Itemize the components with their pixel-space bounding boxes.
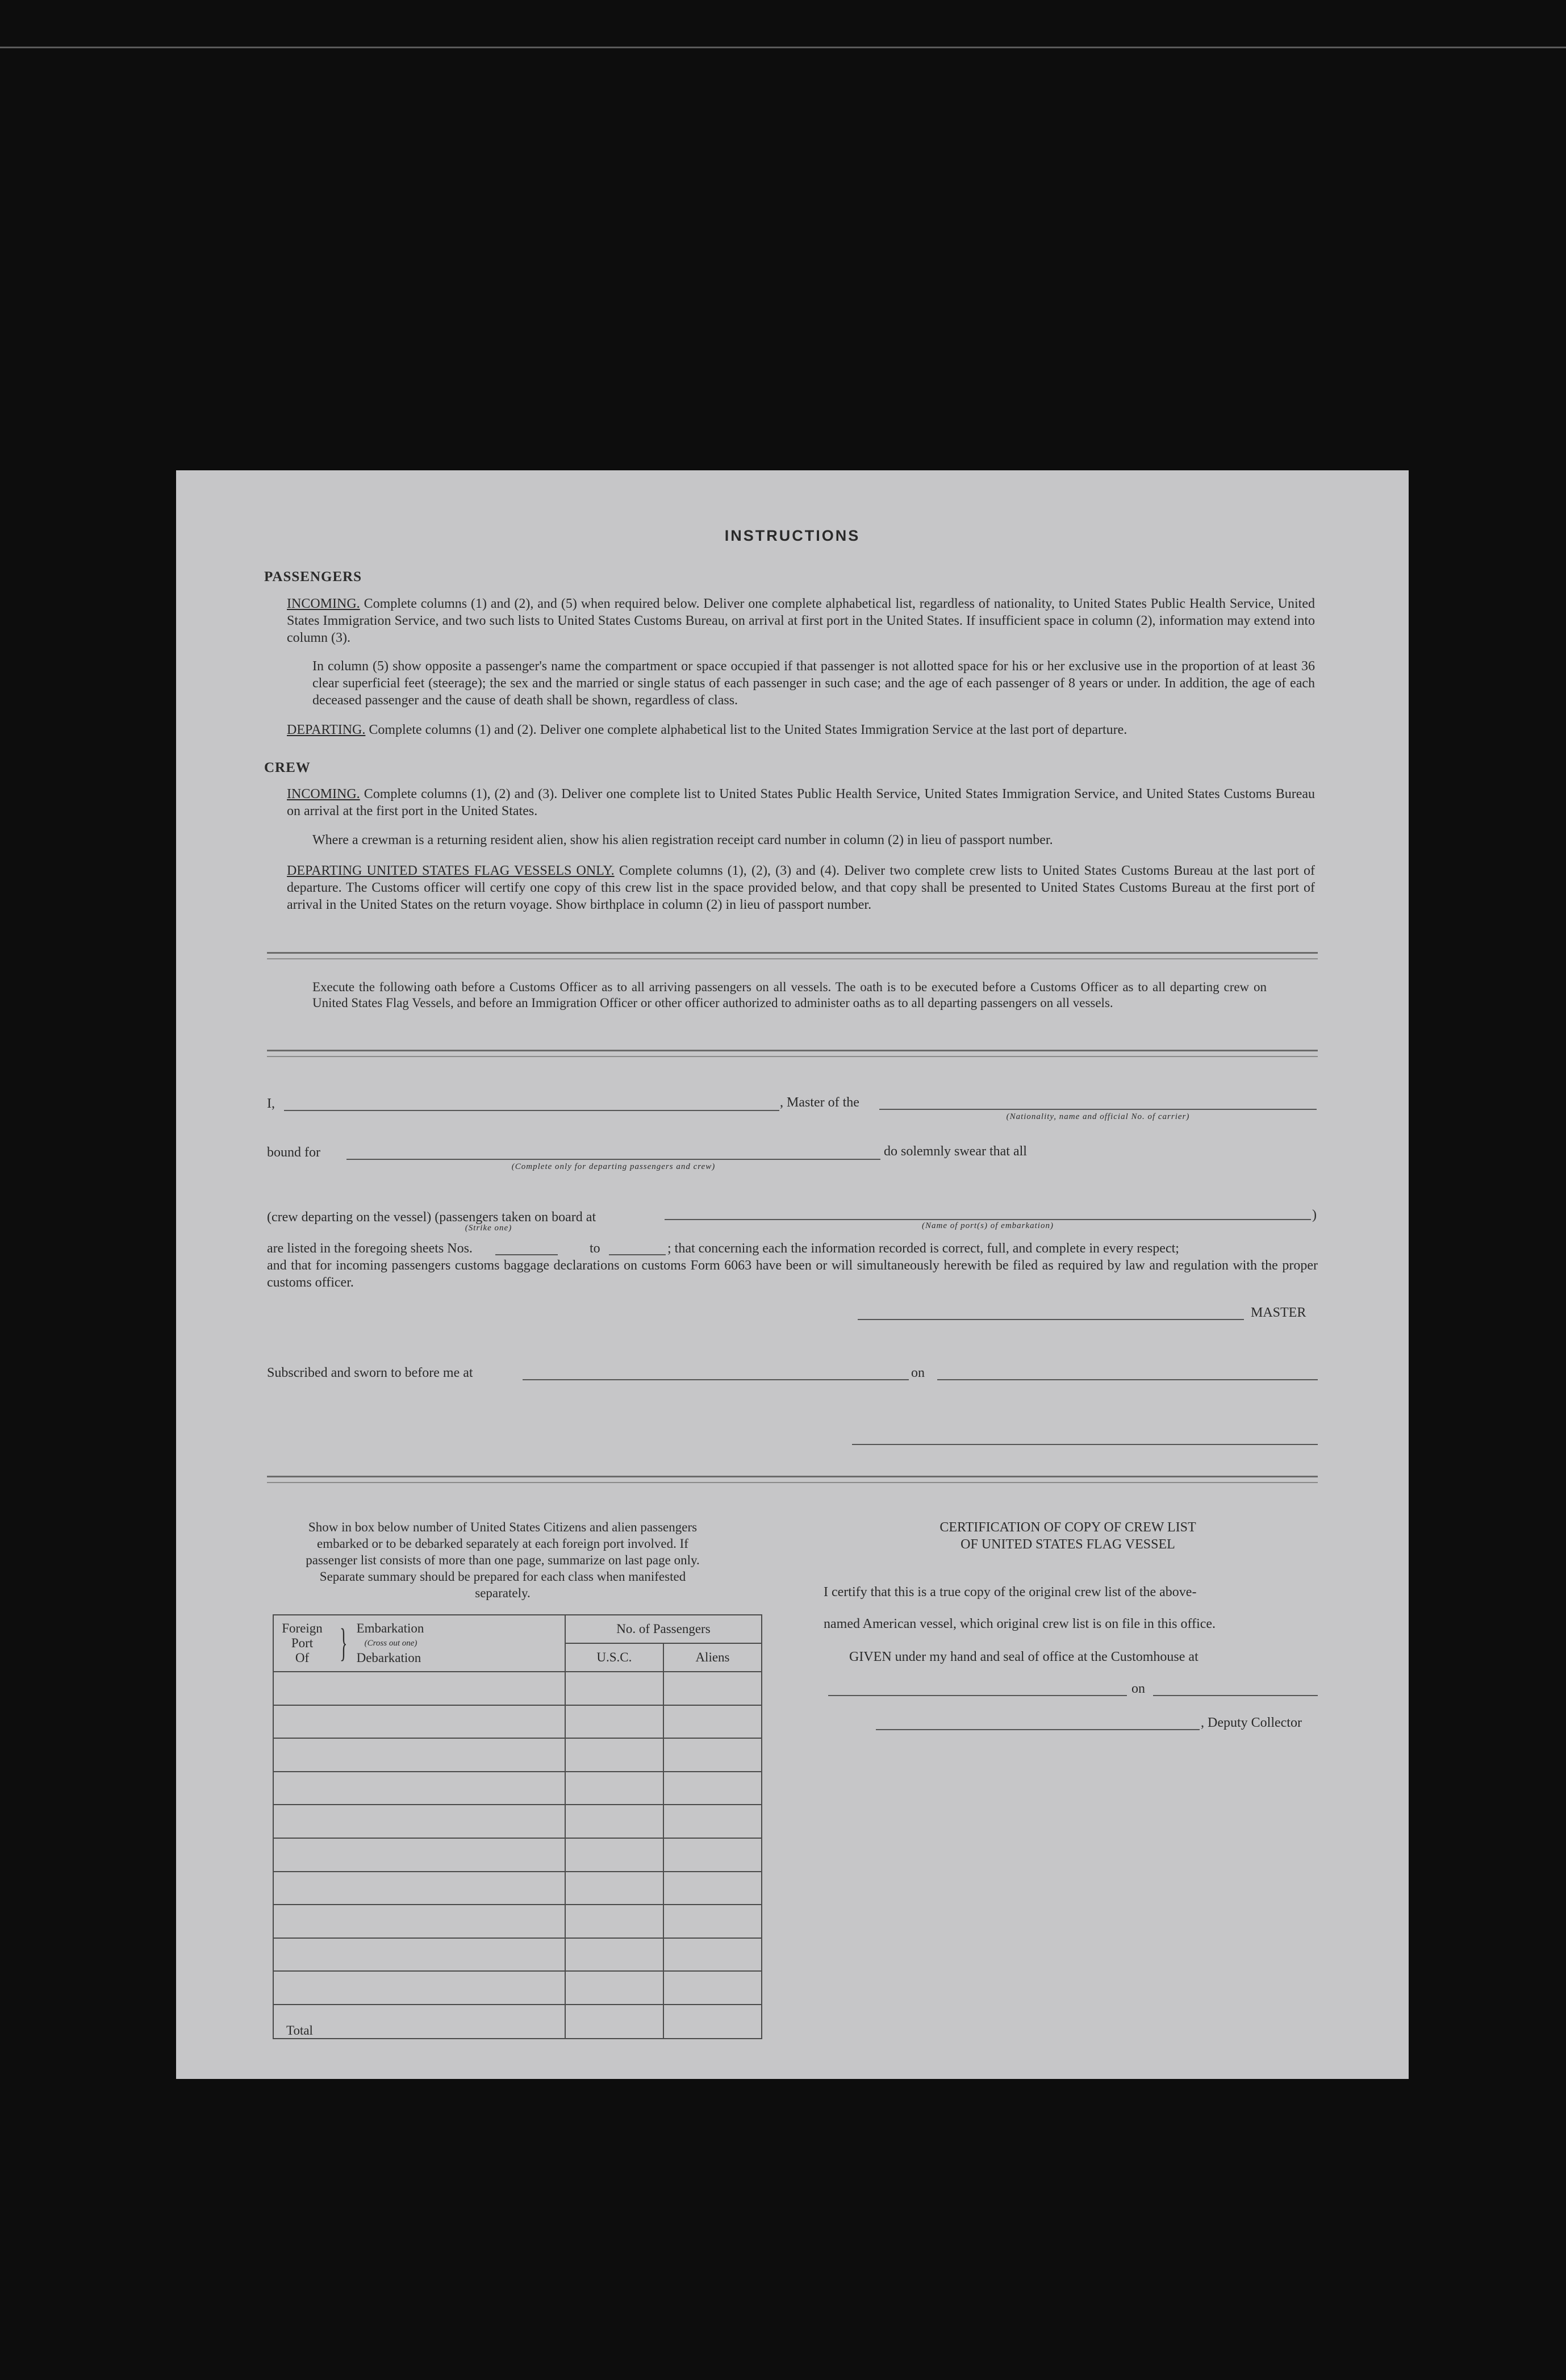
carrier-caption: (Nationality, name and official No. of carrier) <box>1006 1112 1190 1121</box>
deputy-signature-field[interactable] <box>876 1729 1200 1730</box>
certification-line1: I certify that this is a true copy of the original crew list of the above- <box>824 1585 1197 1600</box>
divider-rule <box>267 952 1318 959</box>
summary-usc-cell[interactable] <box>565 1805 663 1838</box>
summary-usc-cell[interactable] <box>565 1905 663 1938</box>
port-header-cell <box>273 1615 565 1672</box>
summary-usc-cell[interactable] <box>565 1705 663 1739</box>
strike-one-caption: (Strike one) <box>465 1224 512 1233</box>
cross-out-caption: (Cross out one) <box>364 1639 417 1648</box>
summary-aliens-cell[interactable] <box>663 1872 762 1905</box>
sworn-date-field[interactable] <box>937 1379 1318 1380</box>
summary-usc-cell[interactable] <box>565 1772 663 1805</box>
passengers-departing-text: Complete columns (1) and (2). Deliver one complete alphabetical list to the United States Immigration Service at the last port of departure. <box>369 723 1127 737</box>
page-title: INSTRUCTIONS <box>724 527 861 544</box>
brace-glyph: } <box>340 1621 348 1665</box>
embarkation-label: Embarkation <box>356 1621 424 1635</box>
sheet-from-field[interactable] <box>495 1254 558 1255</box>
summary-row <box>273 1672 762 1705</box>
summary-port-cell[interactable] <box>273 1805 565 1838</box>
bound-for-label: bound for <box>267 1145 320 1160</box>
aliens-header-cell: Aliens <box>663 1643 762 1672</box>
crew-departing-text: Complete columns (1), (2), (3) and (4). Deliver two complete crew lists to United States Customs Bureau at the last port of departure. The Customs officer will certify one copy of this crew list in the space provided below, and that copy shall be presented to United States Customs Bureau at the first port of arrival in the United States on the return voyage. Show birthplace in column (2) in lieu of passport number. <box>287 863 1315 912</box>
sheet-to-field[interactable] <box>609 1254 666 1255</box>
passengers-incoming-text: Complete columns (1) and (2), and (5) when required below. Deliver one complete alphabetical list, regardless of nationality, to United States Public Health Service, United States Immigration Service, and two such lists to United States Customs Bureau, on arrival at first port in the United States. If insufficient space in column (2), information may extend into column (3). <box>287 596 1315 645</box>
debarkation-label: Debarkation <box>356 1651 421 1665</box>
master-label: MASTER <box>1251 1305 1306 1320</box>
master-name-field[interactable] <box>284 1110 779 1111</box>
of-label: Of <box>295 1651 310 1665</box>
crew-departing-paragraph <box>287 862 1315 913</box>
summary-aliens-cell[interactable] <box>663 1838 762 1872</box>
summary-usc-cell[interactable] <box>565 1838 663 1872</box>
summary-row <box>273 1705 762 1739</box>
passengers-incoming-label: INCOMING. <box>287 596 360 611</box>
passengers-incoming-paragraph <box>287 595 1315 646</box>
bound-for-caption: (Complete only for departing passengers and crew) <box>511 1162 716 1171</box>
passengers-column5-paragraph: In column (5) show opposite a passenger's name the compartment or space occupied if that passenger is not allotted space for his or her exclusive use in the proportion of at least 36 clear superficial feet (steerage); the sex and the married or single status of each passenger in such case; and the age of each passenger of 8 years or under. In addition, the age of each deceased passenger and the cause of death shall be shown, regardless of class. <box>312 659 1315 708</box>
summary-row <box>273 1838 762 1872</box>
summary-aliens-cell[interactable] <box>663 1971 762 2005</box>
crew-heading: CREW <box>264 760 311 775</box>
summary-row <box>273 1738 762 1772</box>
summary-aliens-cell[interactable] <box>663 1905 762 1938</box>
summary-row <box>273 1938 762 1972</box>
summary-aliens-cell[interactable] <box>663 1805 762 1838</box>
summary-port-cell[interactable] <box>273 1672 565 1705</box>
bound-for-field[interactable] <box>346 1159 880 1160</box>
passengers-departing-paragraph <box>287 721 1315 738</box>
oath-i-label: I, <box>267 1096 275 1111</box>
port-label: Port <box>291 1636 314 1650</box>
crew-incoming-text: Complete columns (1), (2) and (3). Deliver one complete list to United States Public Health Service, United States Immigration Service, and United States Customs Bureau on arrival at the first port in the United States. <box>287 787 1316 819</box>
summary-port-cell[interactable] <box>273 1905 565 1938</box>
summary-usc-cell[interactable] <box>565 1672 663 1705</box>
master-signature-field[interactable] <box>858 1319 1244 1320</box>
officer-signature-field[interactable] <box>852 1444 1318 1445</box>
concerning-text: ; that concerning each the information recorded is correct, full, and complete in every respect; <box>667 1241 1179 1256</box>
summary-usc-cell[interactable] <box>565 1938 663 1972</box>
passengers-header-cell: No. of Passengers <box>565 1615 762 1643</box>
summary-usc-cell[interactable] <box>565 1971 663 2005</box>
summary-port-cell[interactable] <box>273 1838 565 1872</box>
sworn-place-field[interactable] <box>523 1379 909 1380</box>
embarkation-ports-caption: (Name of port(s) of embarkation) <box>922 1221 1054 1230</box>
summary-row <box>273 1772 762 1805</box>
embarkation-ports-field[interactable] <box>665 1219 1311 1220</box>
customhouse-field[interactable] <box>828 1695 1127 1696</box>
summary-usc-cell[interactable] <box>565 1872 663 1905</box>
master-of-label: , Master of the <box>780 1095 859 1110</box>
summary-port-cell[interactable] <box>273 1938 565 1972</box>
passenger-summary-table <box>273 1614 762 2039</box>
summary-row <box>273 1872 762 1905</box>
summary-aliens-cell[interactable] <box>663 1738 762 1772</box>
total-label-cell: Total <box>273 2005 565 2039</box>
summary-aliens-cell[interactable] <box>663 1705 762 1739</box>
summary-row <box>273 1805 762 1838</box>
crew-passengers-text: (crew departing on the vessel) (passengers taken on board at <box>267 1210 596 1225</box>
certification-on-label: on <box>1131 1681 1145 1696</box>
summary-port-cell[interactable] <box>273 1971 565 2005</box>
foreign-label: Foreign <box>282 1621 323 1635</box>
summary-port-cell[interactable] <box>273 1705 565 1739</box>
certification-line2: named American vessel, which original crew list is on file in this office. <box>824 1617 1216 1631</box>
usc-header-cell: U.S.C. <box>565 1643 663 1672</box>
carrier-field[interactable] <box>879 1109 1317 1110</box>
crew-incoming-label: INCOMING. <box>287 787 360 801</box>
listed-text: are listed in the foregoing sheets Nos. <box>267 1241 473 1256</box>
summary-port-cell[interactable] <box>273 1738 565 1772</box>
close-paren: ) <box>1312 1208 1317 1222</box>
summary-row <box>273 1905 762 1938</box>
total-aliens-cell[interactable] <box>663 2005 762 2039</box>
certification-heading-line1: CERTIFICATION OF COPY OF CREW LIST <box>939 1520 1196 1535</box>
crew-resident-paragraph: Where a crewman is a returning resident alien, show his alien registration receipt card number in column (2) in lieu of passport number. <box>312 833 1053 847</box>
form-page <box>176 470 1409 2079</box>
summary-aliens-cell[interactable] <box>663 1938 762 1972</box>
certification-date-field[interactable] <box>1153 1695 1318 1696</box>
certification-line3: GIVEN under my hand and seal of office at the Customhouse at <box>849 1650 1198 1664</box>
oath-instruction-paragraph: Execute the following oath before a Customs Officer as to all arriving passengers on all vessels. The oath is to be executed before a Customs Officer as to all departing crew on United States Flag Vessels, and before an Immigration Officer or other officer authorized to administer oaths as to all departing passengers on all vessels. <box>312 980 1267 1010</box>
certification-heading-line2: OF UNITED STATES FLAG VESSEL <box>961 1537 1175 1552</box>
passengers-heading: PASSENGERS <box>264 569 362 584</box>
divider-rule <box>267 1050 1318 1057</box>
summary-aliens-cell[interactable] <box>663 1772 762 1805</box>
deputy-collector-label: , Deputy Collector <box>1201 1715 1302 1730</box>
scan-edge-line <box>0 47 1566 48</box>
subscribed-label: Subscribed and sworn to before me at <box>267 1366 473 1380</box>
summary-port-cell[interactable] <box>273 1872 565 1905</box>
divider-rule <box>267 1476 1318 1483</box>
summary-instruction: Show in box below number of United States Citizens and alien passengers embarked or to be debarked separately at each foreign port involved. If passenger list consists of more than one page, summarize on last page only. Separate summary should be prepared for each class when manifested separately. <box>306 1520 700 1600</box>
sworn-on-label: on <box>911 1366 925 1380</box>
crew-incoming-paragraph <box>287 786 1315 820</box>
summary-row <box>273 1971 762 2005</box>
passengers-departing-label: DEPARTING. <box>287 723 366 737</box>
customs-text: and that for incoming passengers customs baggage declarations on customs Form 6063 have been or will simultaneously herewith be filed as required by law and regulation with the proper customs officer. <box>267 1258 1318 1290</box>
summary-port-cell[interactable] <box>273 1772 565 1805</box>
total-usc-cell[interactable] <box>565 2005 663 2039</box>
summary-usc-cell[interactable] <box>565 1738 663 1772</box>
crew-departing-label: DEPARTING UNITED STATES FLAG VESSELS ONLY. <box>287 863 615 878</box>
summary-aliens-cell[interactable] <box>663 1672 762 1705</box>
to-text: to <box>590 1241 600 1256</box>
swear-text: do solemnly swear that all <box>884 1144 1027 1159</box>
certification-heading <box>812 1519 1323 1553</box>
